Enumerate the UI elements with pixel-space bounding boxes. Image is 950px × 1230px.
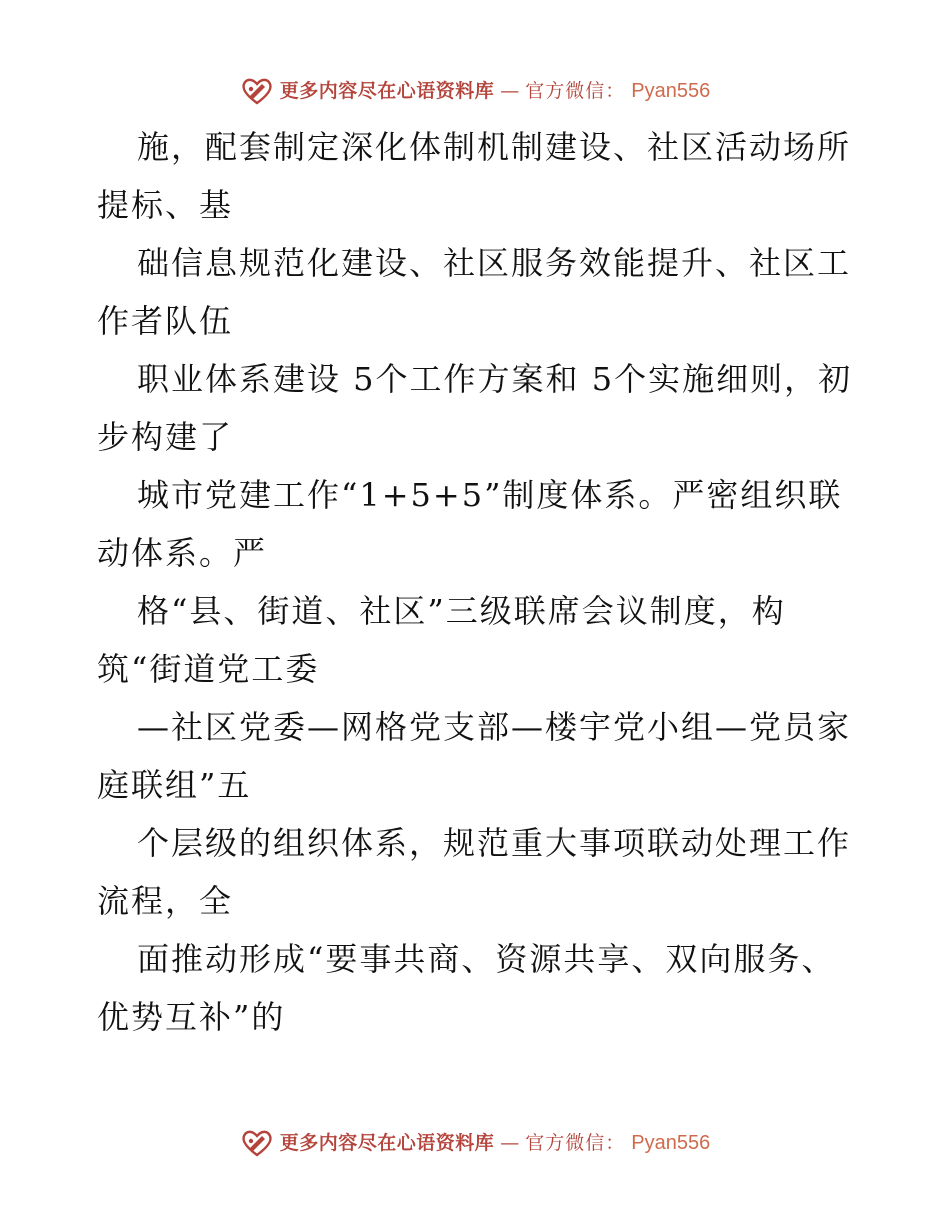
watermark-dash: —	[500, 1132, 520, 1154]
watermark-title: 更多内容尽在心语资料库	[279, 80, 495, 102]
paragraph-4: 城市党建工作“1+5+5”制度体系。严密组织联动体系。严	[97, 476, 843, 572]
paragraph-1: 施，配套制定深化体制机制建设、社区活动场所提标、基	[97, 128, 852, 224]
watermark-wechat-id: Pyan556	[631, 80, 711, 102]
page-header-watermark	[0, 76, 950, 106]
watermark-title: 更多内容尽在心语资料库	[279, 1132, 495, 1154]
paragraph-5: 格“县、街道、社区”三级联席会议制度，构筑“街道党工委	[97, 592, 786, 688]
heart-pen-logo-icon	[240, 76, 274, 106]
paragraph-7: 个层级的组织体系，规范重大事项联动处理工作流程，全	[97, 824, 852, 920]
heart-pen-logo-icon	[240, 1128, 274, 1158]
watermark-wechat-label: 官方微信：	[525, 80, 626, 102]
watermark-dash: —	[500, 80, 520, 102]
paragraph-2: 础信息规范化建设、社区服务效能提升、社区工作者队伍	[97, 244, 852, 340]
document-body	[97, 118, 867, 1046]
page-footer-watermark	[0, 1128, 950, 1158]
paragraph-3: 职业体系建设 5个工作方案和 5个实施细则，初步构建了	[97, 360, 853, 456]
paragraph-8: 面推动形成“要事共商、资源共享、双向服务、优势互补”的	[97, 940, 836, 1036]
watermark-wechat-label: 官方微信：	[525, 1132, 626, 1154]
paragraph-6: —社区党委—网格党支部—楼宇党小组—党员家庭联组”五	[97, 708, 852, 804]
watermark-wechat-id: Pyan556	[631, 1132, 711, 1154]
